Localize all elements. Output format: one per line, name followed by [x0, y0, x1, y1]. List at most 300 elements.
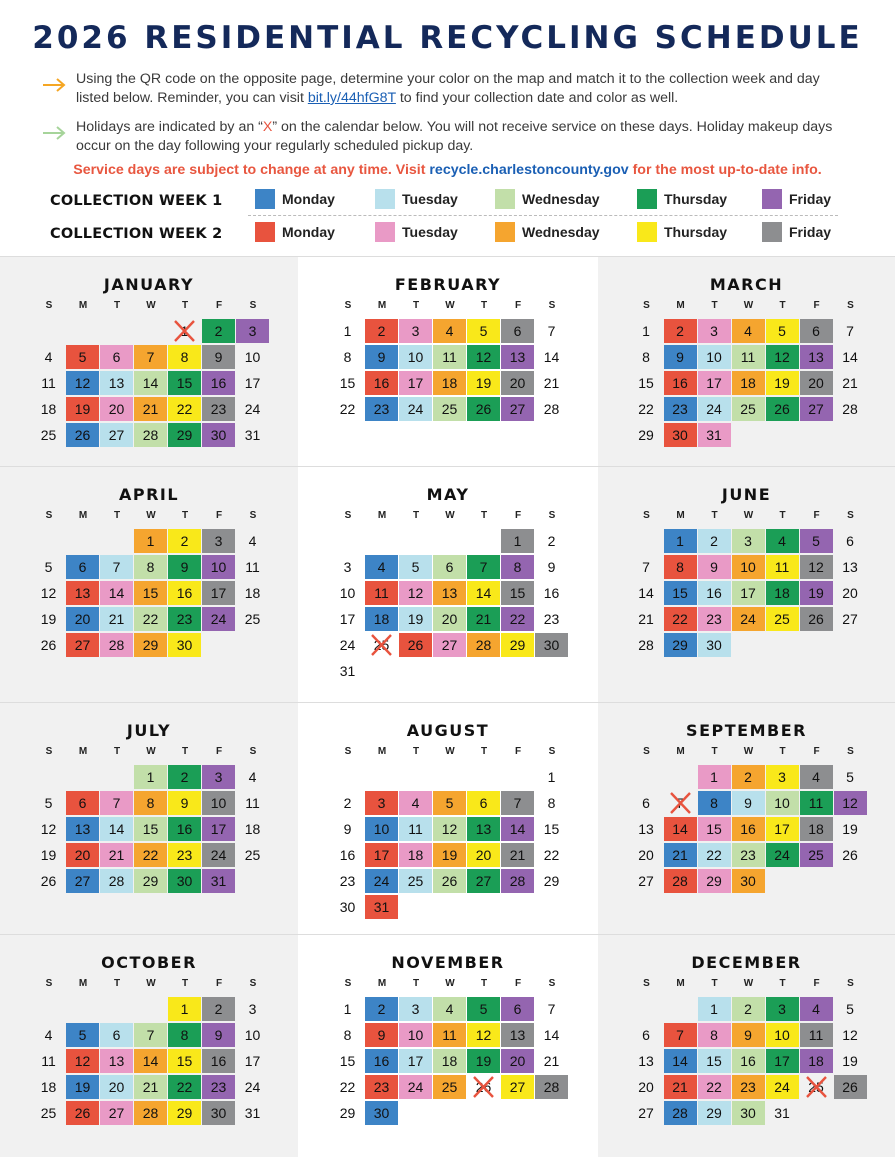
- calendar-day: [732, 843, 765, 867]
- calendar-day: [202, 581, 235, 605]
- calendar-day: [433, 319, 466, 343]
- day-number: 4: [778, 533, 786, 549]
- calendar-day: [66, 1049, 99, 1073]
- calendar-day: [32, 397, 65, 421]
- day-number: 25: [40, 1105, 57, 1121]
- calendar-day: [732, 997, 765, 1021]
- calendar-day: [467, 1049, 500, 1073]
- calendar-day: [630, 371, 663, 395]
- calendar-day: [365, 817, 398, 841]
- calendar-day: [32, 1049, 65, 1073]
- day-number: 7: [846, 323, 854, 339]
- day-number: 6: [642, 795, 650, 811]
- calendar-day: [399, 997, 432, 1021]
- weekday-header: W: [445, 510, 455, 521]
- calendar-day: [766, 371, 799, 395]
- calendar-day: [100, 817, 133, 841]
- green-arrow-icon: [42, 126, 66, 140]
- weekday-header: M: [377, 510, 387, 521]
- day-number: 6: [78, 559, 87, 575]
- calendar-day: [467, 345, 500, 369]
- weekday-header: S: [45, 510, 53, 521]
- holiday-x-mark: X: [262, 119, 273, 135]
- weekday-header: S: [344, 746, 352, 757]
- calendar-day: [535, 607, 568, 631]
- day-number: 17: [407, 1053, 424, 1069]
- day-number: 12: [808, 559, 824, 575]
- day-number: 16: [176, 585, 193, 601]
- day-number: 16: [210, 1053, 227, 1069]
- day-number: 1: [180, 1001, 189, 1017]
- day-number: 28: [108, 873, 125, 889]
- calendar-day: [433, 345, 466, 369]
- day-number: 8: [710, 1027, 718, 1043]
- day-number: 15: [339, 375, 356, 391]
- day-number: 13: [509, 1027, 526, 1043]
- calendar-day: [331, 997, 364, 1021]
- calendar-day: [664, 791, 697, 815]
- calendar-day: [331, 1049, 364, 1073]
- day-number: 24: [210, 847, 227, 863]
- day-number: 27: [74, 637, 91, 653]
- day-number: 31: [706, 427, 722, 443]
- calendar-day: [365, 371, 398, 395]
- month-name: OCTOBER: [101, 953, 197, 972]
- weekday-header: F: [514, 746, 522, 757]
- legend-swatch: [375, 189, 395, 209]
- calendar-day: [168, 423, 201, 447]
- calendar-day: [236, 607, 269, 631]
- calendar-day: [535, 869, 568, 893]
- day-number: 13: [638, 821, 654, 837]
- calendar-day: [834, 765, 867, 789]
- day-number: 15: [706, 1053, 722, 1069]
- service-warning: [0, 162, 895, 178]
- calendar-day: [698, 397, 731, 421]
- calendar-day: [467, 581, 500, 605]
- day-number: 15: [509, 585, 526, 601]
- day-number: 10: [244, 349, 261, 365]
- day-number: 4: [812, 769, 820, 785]
- day-number: 29: [142, 873, 159, 889]
- calendar-day: [168, 633, 201, 657]
- calendar-day: [66, 371, 99, 395]
- calendar-day: [834, 529, 867, 553]
- calendar-day: [134, 581, 167, 605]
- day-number: 19: [40, 847, 57, 863]
- calendar-day: [698, 319, 731, 343]
- calendar-day: [433, 791, 466, 815]
- day-number: 10: [210, 559, 227, 575]
- calendar-day: [32, 1101, 65, 1125]
- month-name: JUNE: [721, 485, 772, 504]
- calendar-day: [66, 1023, 99, 1047]
- holiday-x-icon: [172, 319, 197, 343]
- calendar-day: [698, 791, 731, 815]
- weekday-header: F: [215, 746, 223, 757]
- calendar-day: [134, 1049, 167, 1073]
- calendar-day: [732, 345, 765, 369]
- weekday-header: M: [78, 978, 88, 989]
- calendar-day: [467, 371, 500, 395]
- day-number: 28: [475, 637, 492, 653]
- weekday-header: S: [249, 978, 257, 989]
- calendar-day: [32, 607, 65, 631]
- calendar-day: [800, 1075, 833, 1099]
- day-number: 19: [475, 1053, 492, 1069]
- day-number: 2: [377, 323, 386, 339]
- weekday-header: T: [779, 300, 786, 311]
- county-website-link[interactable]: recycle.charlestoncounty.gov: [429, 162, 629, 178]
- calendar-day: [365, 869, 398, 893]
- calendar-day: [501, 529, 534, 553]
- day-number: 25: [244, 847, 261, 863]
- calendar-day: [365, 895, 398, 919]
- day-number: 27: [475, 873, 492, 889]
- calendar-day: [800, 791, 833, 815]
- calendar-day: [365, 1101, 398, 1125]
- calendar-day: [100, 1023, 133, 1047]
- day-number: 4: [248, 769, 257, 785]
- day-number: 26: [808, 611, 824, 627]
- calendar-day: [134, 765, 167, 789]
- day-number: 25: [740, 401, 756, 417]
- calendar-day: [698, 843, 731, 867]
- day-number: 23: [210, 1079, 227, 1095]
- calendar-day: [236, 581, 269, 605]
- weekday-header: W: [743, 978, 754, 989]
- calendar-day: [834, 607, 867, 631]
- calendar-day: [100, 791, 133, 815]
- day-number: 9: [343, 821, 352, 837]
- day-number: 18: [373, 611, 390, 627]
- day-number: 1: [710, 769, 718, 785]
- day-number: 16: [373, 1053, 390, 1069]
- calendar-day: [134, 345, 167, 369]
- day-number: 1: [180, 323, 189, 339]
- day-number: 3: [214, 769, 223, 785]
- day-number: 6: [846, 533, 854, 549]
- weekday-header: T: [711, 978, 718, 989]
- day-number: 8: [676, 559, 684, 575]
- calendar-day: [331, 319, 364, 343]
- calendar-day: [732, 1023, 765, 1047]
- warning-text-end: for the most up-to-date info.: [628, 162, 822, 178]
- holiday-x-icon: [668, 791, 693, 815]
- day-number: 14: [475, 585, 492, 601]
- calendar-day: [834, 1023, 867, 1047]
- calendar-day: [664, 1049, 697, 1073]
- calendar-day: [664, 555, 697, 579]
- day-number: 28: [842, 401, 858, 417]
- calendar-day: [467, 397, 500, 421]
- calendar-day: [664, 607, 697, 631]
- day-number: 26: [441, 873, 458, 889]
- day-number: 28: [142, 1105, 159, 1121]
- calendar-day: [365, 555, 398, 579]
- qr-note: [76, 70, 856, 108]
- day-number: 3: [744, 533, 752, 549]
- weekday-header: S: [548, 746, 556, 757]
- qr-note-text: Using the QR code on the opposite page, determine your color on the map and match it to the collection week and day listed below. Reminder, you can visit: [76, 71, 820, 106]
- calendar-day: [630, 581, 663, 605]
- calendar-day: [501, 371, 534, 395]
- day-number: 10: [407, 1027, 424, 1043]
- calendar-day: [331, 555, 364, 579]
- calendar-day: [399, 843, 432, 867]
- calendar-day: [168, 345, 201, 369]
- calendar-day: [202, 791, 235, 815]
- weekday-header: S: [643, 300, 650, 311]
- calendar-day: [501, 817, 534, 841]
- day-number: 1: [146, 533, 155, 549]
- calendar-day: [698, 607, 731, 631]
- day-number: 29: [706, 873, 722, 889]
- weekday-header: F: [215, 978, 223, 989]
- legend-day-label: Wednesday: [522, 191, 600, 207]
- calendar-day: [399, 1023, 432, 1047]
- day-number: 24: [407, 1079, 424, 1095]
- calendar-day: [134, 843, 167, 867]
- day-number: 14: [543, 349, 560, 365]
- calendar-day: [664, 371, 697, 395]
- calendar-day: [630, 1049, 663, 1073]
- day-number: 22: [706, 1079, 722, 1095]
- weekday-header: T: [412, 746, 420, 757]
- day-number: 8: [710, 795, 718, 811]
- calendar-day: [467, 1075, 500, 1099]
- calendar-day: [664, 1023, 697, 1047]
- calendar-day: [664, 581, 697, 605]
- day-number: 28: [543, 401, 560, 417]
- day-number: 17: [706, 375, 722, 391]
- calendar-day: [134, 817, 167, 841]
- day-number: 26: [475, 1079, 492, 1095]
- calendar-day: [800, 1023, 833, 1047]
- legend-day-label: Monday: [282, 191, 335, 207]
- day-number: 13: [509, 349, 526, 365]
- day-number: 21: [108, 847, 125, 863]
- day-number: 22: [339, 401, 356, 417]
- day-number: 22: [142, 847, 159, 863]
- day-number: 3: [411, 323, 420, 339]
- calendar-day: [331, 817, 364, 841]
- day-number: 11: [41, 375, 56, 391]
- calendar-day: [32, 843, 65, 867]
- legend-swatch: [495, 222, 515, 242]
- day-number: 12: [475, 1027, 492, 1043]
- day-number: 25: [441, 401, 458, 417]
- day-number: 30: [740, 873, 756, 889]
- weekday-header: M: [676, 510, 685, 521]
- day-number: 10: [244, 1027, 261, 1043]
- day-number: 10: [774, 1027, 790, 1043]
- calendar-day: [698, 1075, 731, 1099]
- calendar-day: [535, 345, 568, 369]
- calendar-day: [66, 843, 99, 867]
- weekday-header: S: [548, 510, 556, 521]
- calendar-day: [467, 319, 500, 343]
- calendar-day: [399, 791, 432, 815]
- calendar-day: [535, 791, 568, 815]
- calendar-day: [535, 997, 568, 1021]
- day-number: 17: [407, 375, 424, 391]
- day-number: 30: [176, 873, 193, 889]
- day-number: 12: [40, 821, 57, 837]
- month-name: NOVEMBER: [391, 953, 505, 972]
- calendar-day: [800, 581, 833, 605]
- day-number: 3: [778, 1001, 786, 1017]
- day-number: 23: [543, 611, 560, 627]
- day-number: 29: [509, 637, 526, 653]
- day-number: 5: [479, 1001, 488, 1017]
- day-number: 2: [180, 769, 189, 785]
- day-number: 18: [244, 585, 261, 601]
- weekday-header: F: [514, 300, 522, 311]
- calendar-day: [664, 423, 697, 447]
- calendar-day: [732, 765, 765, 789]
- legend-row-week-1: [50, 189, 850, 215]
- calendar-day: [365, 607, 398, 631]
- calendar-day: [66, 345, 99, 369]
- day-number: 22: [706, 847, 722, 863]
- day-number: 16: [176, 821, 193, 837]
- weekday-header: W: [146, 510, 156, 521]
- calendar-day: [365, 791, 398, 815]
- weekday-header: S: [643, 978, 650, 989]
- day-number: 22: [176, 1079, 193, 1095]
- page-title: 2026 RESIDENTIAL RECYCLING SCHEDULE: [32, 20, 863, 56]
- day-number: 20: [74, 847, 91, 863]
- day-number: 22: [142, 611, 159, 627]
- calendar-day: [168, 1101, 201, 1125]
- calendar-day: [399, 607, 432, 631]
- day-number: 21: [842, 375, 858, 391]
- month-name: MARCH: [709, 275, 784, 294]
- day-number: 6: [812, 323, 820, 339]
- legend-swatch: [495, 189, 515, 209]
- calendar-day: [365, 633, 398, 657]
- day-number: 23: [373, 1079, 390, 1095]
- calendar-day: [535, 765, 568, 789]
- calendar-day: [834, 319, 867, 343]
- calendar-day: [331, 397, 364, 421]
- calendar-day: [766, 581, 799, 605]
- day-number: 23: [706, 611, 722, 627]
- calendar-day: [698, 423, 731, 447]
- calendar-day: [365, 1023, 398, 1047]
- weekday-header: S: [249, 510, 257, 521]
- schedule-link[interactable]: bit.ly/44hfG8T: [307, 90, 396, 106]
- calendar-day: [834, 791, 867, 815]
- calendar-day: [467, 817, 500, 841]
- month-july: [0, 703, 298, 934]
- day-number: 12: [74, 1053, 91, 1069]
- day-number: 10: [706, 349, 722, 365]
- day-number: 11: [408, 821, 423, 837]
- day-number: 6: [445, 559, 454, 575]
- calendar-day: [433, 997, 466, 1021]
- calendar-day: [202, 1075, 235, 1099]
- day-number: 25: [808, 1079, 824, 1095]
- day-number: 5: [78, 349, 87, 365]
- calendar-day: [236, 1049, 269, 1073]
- holiday-note: [76, 118, 856, 156]
- weekday-header: S: [45, 300, 53, 311]
- day-number: 7: [112, 559, 121, 575]
- calendar-day: [100, 1049, 133, 1073]
- day-number: 1: [676, 533, 684, 549]
- day-number: 29: [176, 427, 193, 443]
- day-number: 31: [373, 899, 390, 915]
- month-row-divider: [0, 934, 895, 935]
- day-number: 18: [244, 821, 261, 837]
- calendar-day: [535, 843, 568, 867]
- calendar-day: [236, 817, 269, 841]
- day-number: 11: [374, 585, 389, 601]
- calendar-day: [331, 1023, 364, 1047]
- calendar-day: [834, 581, 867, 605]
- calendar-day: [535, 319, 568, 343]
- holiday-x-icon: [471, 1075, 496, 1099]
- day-number: 1: [642, 323, 650, 339]
- calendar-day: [399, 1049, 432, 1073]
- day-number: 12: [407, 585, 424, 601]
- calendar-day: [630, 869, 663, 893]
- calendar-day: [365, 397, 398, 421]
- day-number: 2: [214, 323, 223, 339]
- calendar-day: [202, 1023, 235, 1047]
- day-number: 31: [244, 1105, 261, 1121]
- day-number: 14: [672, 1053, 688, 1069]
- calendar-day: [664, 869, 697, 893]
- calendar-day: [365, 843, 398, 867]
- calendar-day: [698, 1101, 731, 1125]
- day-number: 9: [180, 795, 189, 811]
- day-number: 9: [377, 349, 386, 365]
- calendar-day: [100, 1101, 133, 1125]
- calendar-day: [467, 555, 500, 579]
- day-number: 19: [441, 847, 458, 863]
- day-number: 9: [676, 349, 684, 365]
- calendar-day: [630, 817, 663, 841]
- calendar-day: [202, 869, 235, 893]
- calendar-day: [501, 1075, 534, 1099]
- calendar-day: [664, 397, 697, 421]
- calendar-day: [32, 555, 65, 579]
- weekday-header: M: [78, 510, 88, 521]
- weekday-header: T: [181, 300, 189, 311]
- day-number: 9: [214, 1027, 223, 1043]
- weekday-header: T: [113, 978, 121, 989]
- day-number: 17: [774, 821, 790, 837]
- calendar-day: [168, 1049, 201, 1073]
- month-row-divider: [0, 702, 895, 703]
- calendar-day: [766, 397, 799, 421]
- calendar-day: [331, 659, 364, 683]
- day-number: 9: [377, 1027, 386, 1043]
- calendar-day: [202, 529, 235, 553]
- day-number: 21: [108, 611, 125, 627]
- day-number: 26: [475, 401, 492, 417]
- calendar-day: [732, 817, 765, 841]
- calendar-day: [399, 397, 432, 421]
- weekday-header: S: [249, 746, 257, 757]
- weekday-header: M: [676, 300, 685, 311]
- calendar-day: [236, 319, 269, 343]
- calendar-day: [365, 319, 398, 343]
- calendar-day: [134, 397, 167, 421]
